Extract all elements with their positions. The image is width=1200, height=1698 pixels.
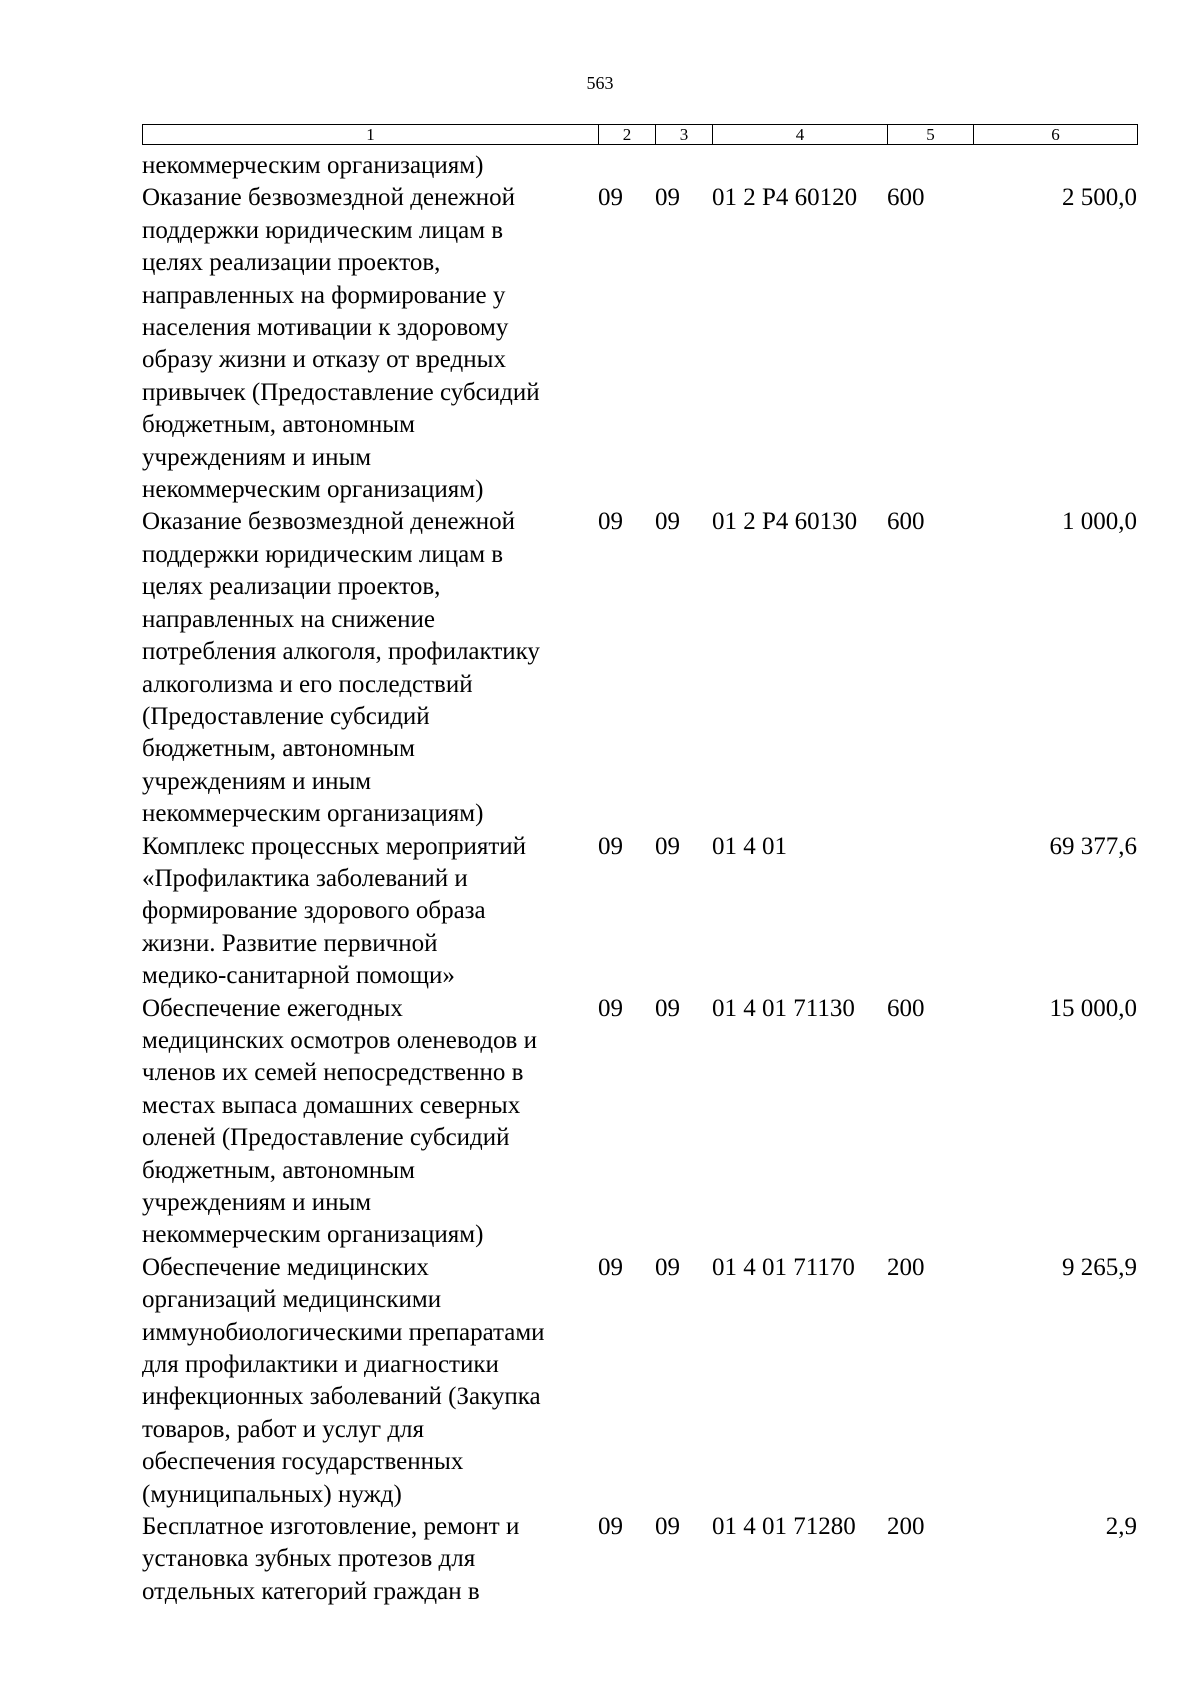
- row-name-line: обеспечения государственных: [142, 1448, 464, 1476]
- row-name-line: населения мотивации к здоровому: [142, 314, 509, 342]
- row-name-line: Оказание безвозмездной денежной: [142, 508, 516, 536]
- row-name-line: некоммерческим организациям): [142, 476, 484, 504]
- expense-type-code: 600: [887, 184, 925, 212]
- row-name-line: (муниципальных) нужд): [142, 1480, 402, 1508]
- amount: 2 500,0: [1062, 184, 1137, 212]
- table-row: [142, 150, 1137, 182]
- amount: 15 000,0: [1049, 994, 1137, 1022]
- row-name-line: образу жизни и отказу от вредных: [142, 346, 506, 374]
- row-name-line: потребления алкоголя, профилактику: [142, 638, 540, 666]
- column-number-header: [142, 124, 1138, 145]
- row-name-line: Комплекс процессных мероприятий: [142, 832, 527, 860]
- header-row: [143, 125, 1138, 145]
- expense-type-code: [887, 831, 973, 993]
- row-name-line: некоммерческим организациям): [142, 1221, 484, 1249]
- row-name: [142, 150, 598, 182]
- row-name-line: Обеспечение медицинских: [142, 1253, 429, 1281]
- amount: 1 000,0: [1062, 508, 1137, 536]
- row-name-line: целях реализации проектов,: [142, 249, 441, 277]
- section-code: [598, 150, 655, 182]
- row-name-line: привычек (Предоставление субсидий: [142, 378, 540, 406]
- row-name-line: учреждениям и иным: [142, 443, 372, 471]
- section-code: 09: [598, 1513, 623, 1541]
- section-code: 09: [598, 1253, 623, 1281]
- budget-table: [142, 150, 1137, 1608]
- row-name-line: членов их семей непосредственно в: [142, 1059, 524, 1087]
- row-name-line: инфекционных заболеваний (Закупка: [142, 1383, 541, 1411]
- row-name-line: местах выпаса домашних северных: [142, 1091, 521, 1119]
- header-col-4: 4: [713, 125, 888, 145]
- row-name: [142, 1511, 598, 1608]
- target-article-code: 01 4 01: [712, 832, 787, 860]
- row-name-line: некоммерческим организациям): [142, 152, 484, 179]
- expense-type-code: 200: [887, 1253, 925, 1281]
- table-row: [142, 1511, 1137, 1608]
- row-name: [142, 506, 598, 830]
- row-name-line: Оказание безвозмездной денежной: [142, 184, 516, 212]
- row-name-line: медико-санитарной помощи»: [142, 962, 455, 990]
- row-name-line: Обеспечение ежегодных: [142, 994, 403, 1022]
- row-name-line: бюджетным, автономным: [142, 1156, 415, 1184]
- row-name-line: (Предоставление субсидий: [142, 702, 430, 730]
- target-article-code: 01 4 01 71130: [712, 994, 855, 1022]
- section-code: 09: [598, 184, 623, 212]
- row-name-line: алкоголизма и его последствий: [142, 670, 473, 698]
- subsection-code: 09: [655, 1513, 680, 1541]
- row-name-line: товаров, работ и услуг для: [142, 1415, 425, 1443]
- row-name-line: для профилактики и диагностики: [142, 1351, 499, 1379]
- row-name-line: бюджетным, автономным: [142, 411, 415, 439]
- section-code: 09: [598, 832, 623, 860]
- row-name-line: медицинских осмотров оленеводов и: [142, 1026, 537, 1054]
- row-name-line: оленей (Предоставление субсидий: [142, 1124, 510, 1152]
- table-row: [142, 506, 1137, 830]
- row-name-line: бюджетным, автономным: [142, 735, 415, 763]
- row-name-line: учреждениям и иным: [142, 1189, 372, 1216]
- section-code: 09: [598, 994, 623, 1022]
- header-col-6: 6: [974, 125, 1138, 145]
- expense-type-code: 200: [887, 1513, 925, 1541]
- row-name-line: направленных на формирование у: [142, 281, 506, 309]
- subsection-code: 09: [655, 184, 680, 212]
- subsection-code: [655, 150, 712, 182]
- row-name-line: поддержки юридическим лицам в: [142, 540, 504, 568]
- subsection-code: 09: [655, 994, 680, 1022]
- row-name: [142, 1252, 598, 1511]
- row-name-line: установка зубных протезов для: [142, 1545, 476, 1573]
- expense-type-code: [887, 150, 973, 182]
- row-name-line: отдельных категорий граждан в: [142, 1577, 480, 1605]
- budget-table-body: [142, 150, 1137, 1608]
- row-name-line: поддержки юридическим лицам в: [142, 216, 504, 244]
- row-name-line: «Профилактика заболеваний и: [142, 864, 468, 892]
- target-article-code: 01 4 01 71170: [712, 1253, 855, 1281]
- target-article-code: 01 4 01 71280: [712, 1513, 856, 1541]
- row-name-line: целях реализации проектов,: [142, 573, 441, 601]
- amount: [973, 150, 1137, 182]
- header-col-3: 3: [656, 125, 713, 145]
- amount: 9 265,9: [1062, 1253, 1137, 1281]
- target-article-code: [712, 150, 887, 182]
- expense-type-code: 600: [887, 994, 925, 1022]
- target-article-code: 01 2 Р4 60130: [712, 508, 858, 536]
- table-row: [142, 1252, 1137, 1511]
- row-name-line: направленных на снижение: [142, 605, 435, 633]
- amount: 69 377,6: [1049, 832, 1137, 860]
- subsection-code: 09: [655, 1253, 680, 1281]
- table-row: [142, 182, 1137, 506]
- target-article-code: 01 2 Р4 60120: [712, 184, 858, 212]
- header-col-1: 1: [143, 125, 599, 145]
- section-code: 09: [598, 508, 623, 536]
- expense-type-code: 600: [887, 508, 925, 536]
- subsection-code: 09: [655, 508, 680, 536]
- row-name-line: формирование здорового образа: [142, 897, 486, 925]
- page-number: 563: [586, 73, 614, 93]
- row-name-line: жизни. Развитие первичной: [142, 929, 438, 957]
- row-name-line: учреждениям и иным: [142, 767, 372, 795]
- row-name-line: иммунобиологическими препаратами: [142, 1318, 545, 1346]
- row-name-line: некоммерческим организациям): [142, 800, 484, 828]
- row-name: [142, 182, 598, 506]
- row-name: [142, 993, 598, 1252]
- table-row: [142, 831, 1137, 993]
- header-col-5: 5: [888, 125, 974, 145]
- subsection-code: 09: [655, 832, 680, 860]
- table-row: [142, 993, 1137, 1252]
- header-col-2: 2: [599, 125, 656, 145]
- row-name-line: Бесплатное изготовление, ремонт и: [142, 1513, 520, 1541]
- amount: 2,9: [1105, 1513, 1137, 1541]
- row-name: [142, 831, 598, 993]
- row-name-line: организаций медицинскими: [142, 1286, 442, 1314]
